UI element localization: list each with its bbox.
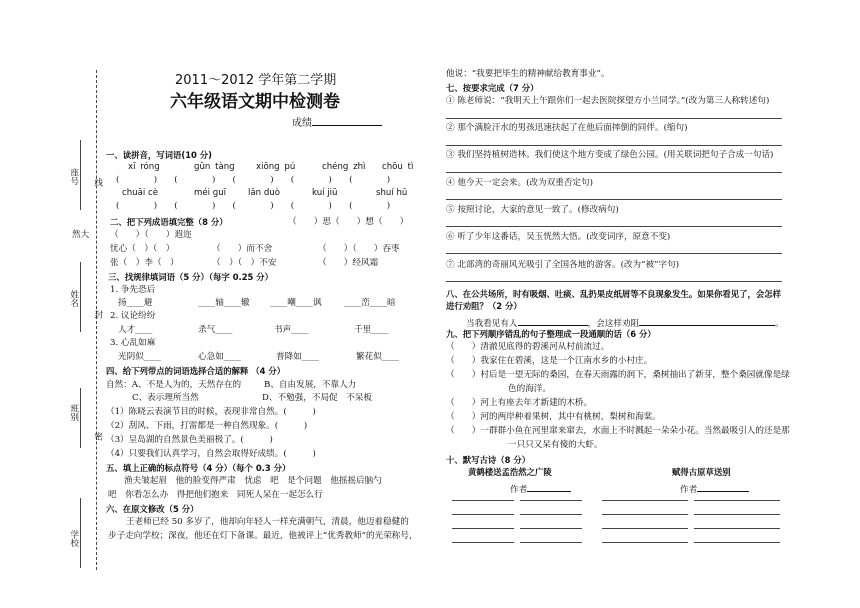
section-3-heading: 三、找规律填词语（5 分）（每字 0.25 分） bbox=[108, 272, 274, 282]
pattern-item: ____轴____辙 bbox=[198, 298, 250, 308]
answer-line[interactable] bbox=[446, 226, 782, 227]
passage-line: 步子走向学校；深夜，他还在灯下备课。最近，他被评上“优秀教师”的光荣称号， bbox=[108, 531, 418, 541]
poem-line[interactable] bbox=[452, 514, 514, 515]
poem-2-author: 作者 bbox=[680, 482, 749, 496]
binding-mark: 密 bbox=[92, 432, 103, 441]
pattern-example: 3. 心乱如麻 bbox=[110, 338, 156, 348]
task-item: ⑤ 按照讨论，大家的意见一致了。(修改病句) bbox=[446, 205, 619, 215]
class-label: 班别 bbox=[68, 404, 79, 421]
idiom-item: （ ）（ ）吞枣 bbox=[318, 244, 400, 254]
answer-line[interactable] bbox=[446, 145, 782, 146]
section-6-heading: 六、在原文修改（5 分） bbox=[106, 504, 199, 514]
section-10-heading: 十、默写古诗（8 分） bbox=[446, 455, 531, 465]
question-item: （4）只要我们认真学习，自然会取得好成绩。( ) bbox=[106, 449, 316, 459]
order-item: （ ）河的两岸种着果树，其中有桃树，梨树和海棠。 bbox=[446, 412, 661, 422]
poem-line[interactable] bbox=[694, 500, 780, 501]
question-item: （1）陈晓云表演节目的时候，表现非常自然。( ) bbox=[106, 407, 316, 417]
pattern-item: 普降如____ bbox=[276, 352, 319, 362]
pattern-item: 千里____ bbox=[354, 325, 389, 335]
pattern-item: 人才____ bbox=[118, 325, 153, 335]
fill-line bbox=[80, 262, 82, 332]
pattern-item: 杀气____ bbox=[198, 325, 233, 335]
order-item: （ ）村后是一望无际的桑园，在春天雨露的润下，桑树抽出了新芽，整个桑园就像是绿 bbox=[446, 370, 790, 380]
poem-1-author: 作者 bbox=[510, 482, 571, 496]
idiom-item: （ ）（ ）遐迩 bbox=[110, 230, 192, 240]
poem-line[interactable] bbox=[602, 500, 688, 501]
poem-line[interactable] bbox=[602, 542, 688, 543]
section-5-heading: 五、填上正确的标点符号（4 分）（每个 0.3 分） bbox=[106, 463, 291, 473]
poem-line[interactable] bbox=[602, 514, 688, 515]
pattern-item: 繁花似____ bbox=[356, 352, 399, 362]
binding-mark: 封 bbox=[92, 310, 103, 319]
score-label: 成绩 bbox=[292, 116, 382, 130]
section-8-heading: 八、在公共场所，时有吸烟、吐痰、乱扔果皮纸屑等不良现象发生。如果你看见了，会怎样进行劝阻？（2 分） bbox=[446, 289, 781, 312]
name-label: 姓名 bbox=[68, 290, 79, 307]
idiom-item: （ ）思（ ）想（ ） bbox=[288, 217, 409, 227]
pattern-item: 光阴似____ bbox=[118, 352, 161, 362]
poem-line[interactable] bbox=[694, 542, 780, 543]
task-item: ④ 他今天一定会来。(改为双重否定句) bbox=[446, 178, 593, 188]
pattern-item: ____峦____暗 bbox=[344, 298, 396, 308]
exam-term: 2011～2012 学年第二学期 bbox=[175, 73, 337, 88]
poem-line[interactable] bbox=[452, 542, 514, 543]
exam-title: 六年级语文期中检测卷 bbox=[170, 92, 340, 112]
binding-mark: 线 bbox=[92, 178, 103, 187]
passage-line: 王老师已经 50 多岁了，他却向年轻人一样充满朝气，清晨，他迈着稳健的 bbox=[126, 517, 409, 527]
poem-line[interactable] bbox=[520, 528, 582, 529]
idiom-item: （ ）而不舍 bbox=[212, 244, 273, 254]
order-item: （ ）河上有座去年才新建的木桥。 bbox=[446, 398, 593, 408]
punctuation-line: 渔夫皱起眉 他的脸变得严肃 忧虑 吧 是个问题 他摇摇后脑勺 bbox=[124, 476, 382, 486]
idiom-item: （ ）经风霜 bbox=[318, 258, 379, 268]
answer-line[interactable] bbox=[446, 172, 782, 173]
poem-line[interactable] bbox=[694, 514, 780, 515]
definition-c: C、表示理所当然 bbox=[132, 393, 199, 403]
section-4-heading: 四、给下列带点的词语选择合适的解释 （4 分） bbox=[106, 366, 286, 376]
section-9-heading: 九、把下列顺序错乱的句子整理成一段通顺的话（6 分） bbox=[446, 329, 656, 339]
pattern-example: 1. 争先恐后 bbox=[110, 285, 156, 295]
pattern-item: ____嘲____讽 bbox=[270, 298, 322, 308]
pattern-item: 扬____避 bbox=[118, 298, 153, 308]
poem-line[interactable] bbox=[694, 528, 780, 529]
order-item: （ ）清澈见底得的碧溪河从村前流过。 bbox=[446, 342, 610, 352]
fill-line bbox=[80, 498, 82, 568]
task-item: ⑥ 听了少年这番话，吴玉恍然大悟。(改变词序，原意不变) bbox=[446, 232, 671, 242]
poem-line[interactable] bbox=[602, 528, 688, 529]
section-1-heading: 一、读拼音，写词语(10 分) bbox=[106, 150, 212, 160]
definition-line: 自然：A、不是人为的，天然存在的 bbox=[106, 380, 242, 390]
task-item: ② 那个满脸汗水的男孩迅速扶起了在他后面摔倒的同伴。(缩句) bbox=[446, 123, 688, 133]
idiom-item: 忧心（ ）（ ） bbox=[110, 244, 175, 254]
binding-line bbox=[96, 70, 97, 570]
seat-label: 座号 bbox=[68, 168, 79, 185]
poem-1-title: 黄鹤楼送孟浩然之广陵 bbox=[468, 467, 552, 477]
question-item: （3）呈岛湖的自然景色美丽极了。( ) bbox=[106, 435, 273, 445]
section-2-heading: 二、把下列成语填完整（8 分） bbox=[110, 217, 228, 227]
persuasion-line: 当我看见有人 ，会这样劝阻 。 bbox=[466, 316, 784, 330]
pattern-item: 心急如____ bbox=[198, 352, 241, 362]
order-item: （ ）我家住在碧溪，这是一个江南水乡的小村庄。 bbox=[446, 356, 653, 366]
school-label: 学校 bbox=[68, 530, 79, 547]
order-item-cont: 一只只又呆有傻的大虾。 bbox=[508, 440, 603, 450]
task-item: ① 陈老师说：“我明天上午跟你们一起去医院探望方小兰同学。”(改为第三人称转述句) bbox=[446, 96, 770, 106]
question-item: （2）刮风、下雨，打雷都是一种自然现象。( ) bbox=[106, 421, 308, 431]
order-item-cont: 色的海洋。 bbox=[508, 384, 551, 394]
task-item: ③ 我们坚持植树造林。我们使这个地方变成了绿色公园。(用关联词把句子合成一句话) bbox=[446, 150, 774, 160]
answer-line[interactable] bbox=[446, 253, 782, 254]
answer-brackets-row-1: ( ) ( ) ( ) ( ) ( ) bbox=[116, 175, 391, 185]
pattern-example: 2. 议论纷纷 bbox=[110, 311, 156, 321]
order-item: （ ）一群群小鱼在河里窜来窜去，水面上不时溅起一朵朵小花。当然最吸引人的还是那 bbox=[446, 426, 790, 436]
section-7-heading: 七、按要求完成（7 分） bbox=[446, 83, 539, 93]
fill-line bbox=[80, 388, 82, 448]
answer-line[interactable] bbox=[446, 281, 782, 282]
punctuation-line: 吧 你看怎么办 得把他们抱来 同死人呆在一起怎么行 bbox=[108, 490, 323, 500]
poem-line[interactable] bbox=[520, 514, 582, 515]
binding-mark: 然大 bbox=[72, 230, 90, 240]
task-item: ⑦ 北部湾的奇丽风光吸引了全国各地的游客。(改为“被”字句) bbox=[446, 260, 680, 270]
pinyin-row-2: chuāi cè méi ɡuī lǎn duò kuí jiū shuí hū bbox=[122, 188, 408, 198]
fill-line bbox=[80, 140, 82, 210]
pinyin-row-1: xī rónɡ ɡǔn tànɡ xiōnɡ pú chénɡ zhì chōu tì bbox=[128, 162, 414, 172]
answer-line[interactable] bbox=[446, 199, 782, 200]
poem-line[interactable] bbox=[452, 528, 514, 529]
idiom-item: （ ）（ ）不安 bbox=[212, 258, 277, 268]
definition-d: D、不勉强，不局促 不呆板 bbox=[262, 393, 373, 403]
definition-b: B、自由发展，不靠人力 bbox=[264, 380, 357, 390]
poem-line[interactable] bbox=[520, 542, 582, 543]
poem-line[interactable] bbox=[520, 500, 582, 501]
idiom-item: 张（ ）李（ ） bbox=[110, 258, 179, 268]
pattern-item: 书声____ bbox=[274, 325, 309, 335]
answer-brackets-row-2: ( ) ( ) ( ) ( ) ( ) bbox=[116, 201, 391, 211]
poem-2-title: 赋得古原草送别 bbox=[672, 467, 731, 477]
answer-line[interactable] bbox=[446, 118, 782, 119]
poem-line[interactable] bbox=[452, 500, 514, 501]
passage-continued: 他说：“我要把毕生的精神献给教育事业”。 bbox=[446, 69, 610, 79]
